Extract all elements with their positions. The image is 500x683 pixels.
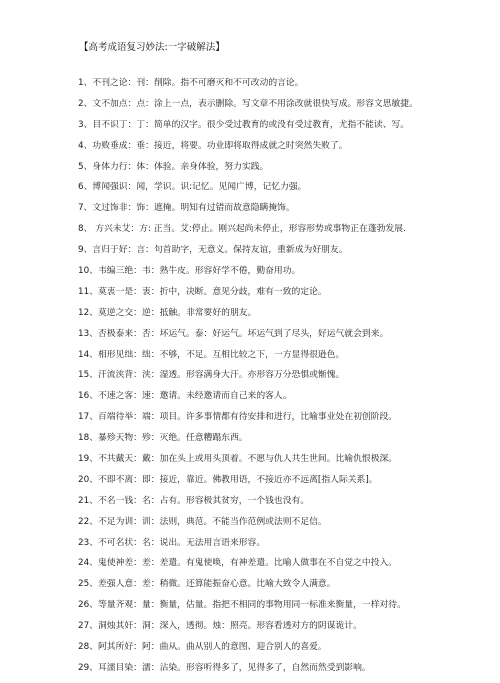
list-item: 13、否极泰来：否：坏运气。泰：好运气。坏运气到了尽头，好运气就会到来。 <box>78 328 389 339</box>
list-item: 21、不名一钱：名：占有。形容极其贫穷，一个钱也没有。 <box>78 495 310 506</box>
list-item: 16、不速之客：速：邀请。未经邀请而自己来的客人。 <box>78 391 292 402</box>
list-item: 12、莫逆之交：逆：抵触。非常要好的朋友。 <box>78 307 257 318</box>
list-item: 11、莫衷一是：衷：折中，决断。意见分歧，难有一致的定论。 <box>78 286 327 297</box>
list-item: 17、百端待举：端：项目。许多事情都有待安排和进行，比喻事业处在初创阶段。 <box>78 412 398 423</box>
list-item: 1、不刊之论：刊：削除。指不可磨灭和不可改动的言论。 <box>78 78 304 88</box>
list-item: 19、不共戴天：戴：加在头上或用头顶着。不愿与仇人共生世间。比喻仇恨极深。 <box>78 454 398 465</box>
list-item: 23、不可名状：名：说出。无法用言语来形容。 <box>78 537 266 548</box>
list-item: 29、耳濡目染：濡：沾染。形容听得多了，见得多了，自然而然受到影响。 <box>78 662 371 673</box>
list-item: 9、言归于好：言：句首助字，无意义。保持友谊，重新成为好朋友。 <box>78 245 348 256</box>
list-item: 28、阿其所好：阿：曲从。曲从别人的意图、迎合别人的喜爱。 <box>78 642 327 653</box>
idiom-list <box>78 77 488 683</box>
list-item: 3、目不识丁：丁：简单的汉字。很少受过教育的或没有受过教育，尤指不能读、写。 <box>78 119 410 130</box>
list-item: 26、等量齐观：量：衡量，估量。指把不相同的事物用同一标准来衡量，一样对待。 <box>78 600 406 611</box>
list-item: 4、功败垂成：垂：接近，将要。功业即将取得成就之时突然失败了。 <box>78 140 348 151</box>
list-item: 27、洞烛其奸：洞：深入，透彻。烛：照亮。形容看透对方的阴谋诡计。 <box>78 621 362 632</box>
list-item: 15、汗流浃背：浃：湿透。形容满身大汗。亦形容万分恐惧或惭愧。 <box>78 370 345 381</box>
list-item: 22、不足为训：训：法则，典范。不能当作范例或法则不足信。 <box>78 516 327 527</box>
list-item: 6、博闻强识：闻，学识。识:记忆。见闻广博，记忆力强。 <box>78 182 307 193</box>
list-item: 18、暴殄天物：殄：灭绝。任意糟蹋东西。 <box>78 433 248 444</box>
list-item: 24、鬼使神差：差：差遣。有鬼使唤，有神差遣。比喻人做事在不自觉之中投入。 <box>78 558 398 569</box>
list-item: 7、文过饰非：饰：遮掩。明知有过错而故意隐瞒掩饰。 <box>78 203 295 214</box>
list-item: 2、文不加点：点：涂上一点，表示删除。写文章不用涂改就很快写成。形容文思敏捷。 <box>78 98 418 109</box>
list-item: 14、相形见绌：绌：不够，不足。互相比较之下，一方显得很逊色。 <box>78 349 345 360</box>
list-item: 10、韦编三绝：韦：熟牛皮。形容好学不倦，勤奋用功。 <box>78 266 301 277</box>
list-item: 8、 方兴未艾：方: 正当。艾:停止。刚兴起尚未停止，形容形势或事物正在蓬勃发展. <box>78 224 406 235</box>
list-item: 20、不即不离：即：接近，靠近。佛教用语，不接近亦不远离[指人际关系]。 <box>78 474 378 485</box>
document-title: 【高考成语复习妙法:一字破解法】 <box>79 42 225 53</box>
list-item: 5、身体力行：体：体验。亲身体验，努力实践。 <box>78 161 269 172</box>
list-item: 25、差强人意：差：稍微。还算能振奋心意。比喻大致令人满意。 <box>78 579 336 590</box>
